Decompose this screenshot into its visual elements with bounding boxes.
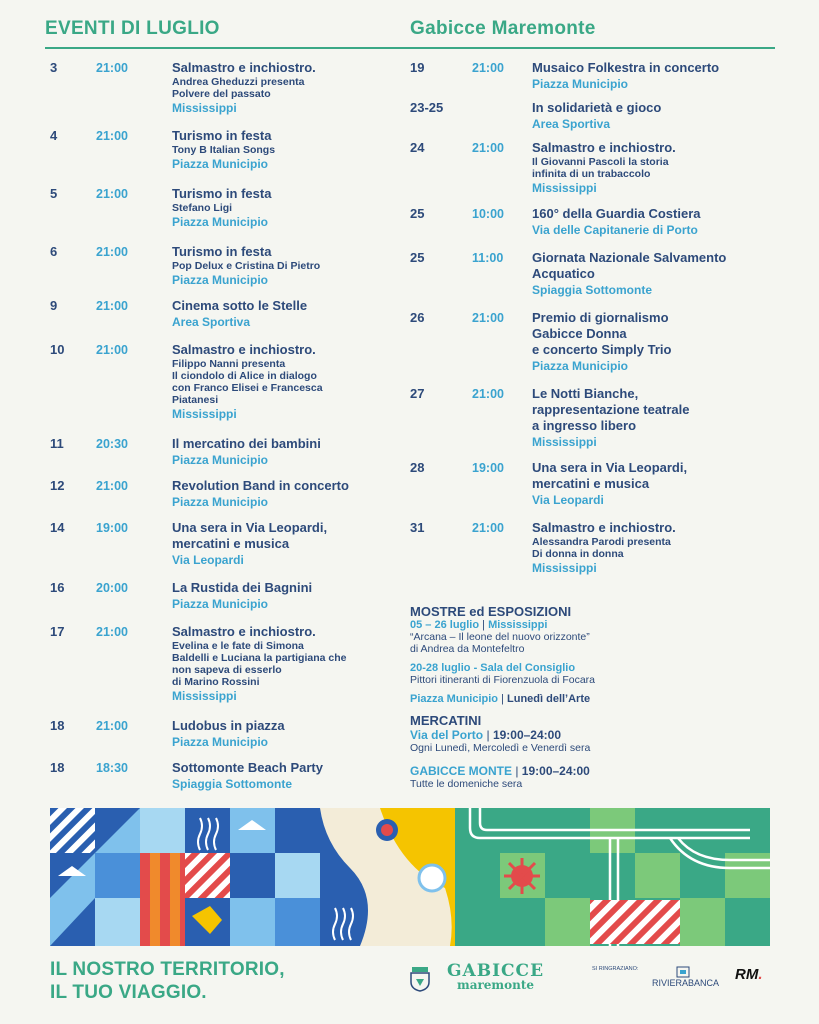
event-body [532,310,780,374]
event-title [532,250,780,282]
event-body [172,436,390,468]
mercatini-a-days: Ogni Lunedì, Mercoledì e Venerdì sera [410,742,591,754]
event-place[interactable]: Spiaggia Sottomonte [532,283,652,297]
event-subtitle: di Marino Rossini [172,676,260,688]
event-day: 17 [50,624,65,639]
event-place[interactable]: Via Leopardi [532,493,604,507]
event-body [172,128,390,172]
event-title-line: e concerto Simply Trio [532,342,672,357]
event-title-line: Salmastro e inchiostro. [172,60,316,75]
event-body [172,624,390,704]
footer-slogan [50,958,285,1004]
event-body [172,186,390,230]
event-day: 5 [50,186,58,201]
event-time: 18:30 [96,761,128,775]
event-item [50,478,390,510]
event-item [50,580,390,612]
event-time: 21:00 [96,187,128,201]
event-title-line: Salmastro e inchiostro. [172,342,316,357]
event-subtitle: Il Giovanni Pascoli la storia [532,156,669,168]
event-place[interactable]: Piazza Municipio [532,77,629,91]
event-time: 21:00 [96,719,128,733]
event-day: 19 [410,60,425,75]
event-subtitle: Il ciondolo di Alice in dialogo [172,370,317,382]
event-day: 26 [410,310,425,325]
event-day: 25 [410,250,425,265]
event-title-line: Premio di giornalismo [532,310,669,325]
event-time: 21:00 [472,141,504,155]
event-time: 21:00 [96,61,128,75]
event-item [410,310,780,374]
event-title-line: Revolution Band in concerto [172,478,349,493]
event-day: 27 [410,386,425,401]
event-place[interactable]: Via Leopardi [172,553,244,567]
event-subtitle: Pop Delux e Cristina Di Pietro [172,260,321,272]
event-body [172,60,390,116]
event-time: 21:00 [96,129,128,143]
mostre-place: Mississippi [488,619,548,631]
event-body [172,580,390,612]
event-body [532,100,780,132]
event-place[interactable]: Piazza Municipio [532,359,629,373]
event-item [50,60,390,116]
event-item [50,718,390,750]
event-item [50,298,390,330]
event-subtitle: infinita di un trabaccolo [532,168,651,180]
event-place[interactable]: Piazza Municipio [172,157,269,171]
mercatini-heading: MERCATINI [410,713,482,728]
event-item [410,460,780,508]
event-subtitle: Andrea Gheduzzi presenta [172,76,305,88]
event-title [172,718,390,734]
event-title [532,140,780,156]
sponsor-rivierabanca: RIVIERABANCA [652,978,720,988]
event-day: 3 [50,60,58,75]
event-place[interactable]: Piazza Municipio [172,597,269,611]
event-title [532,310,780,358]
event-place[interactable]: Mississippi [172,101,237,115]
event-subtitle: Alessandra Parodi presenta [532,536,671,548]
event-time: 20:30 [96,437,128,451]
event-day: 28 [410,460,425,475]
bank-icon [676,966,690,978]
event-body [532,206,780,238]
rm-text: RM [735,966,759,983]
events-column-left [50,60,390,792]
event-time: 21:00 [96,343,128,357]
event-title [172,478,390,494]
event-day: 18 [50,718,65,733]
logo-line-2: maremonte [457,978,535,992]
event-item [410,250,780,298]
event-day: 23-25 [410,100,444,115]
event-subtitle: non sapeva di esserlo [172,664,282,676]
header-divider [45,47,775,49]
event-place[interactable]: Mississippi [532,561,597,575]
event-subtitle: Tony B Italian Songs [172,144,276,156]
mostre-dates-1 [410,619,790,631]
mostre-section [410,604,790,705]
mercatini-a-time: 19:00–24:00 [492,728,561,742]
event-title-line: mercatini e musica [532,476,650,491]
event-place[interactable]: Piazza Municipio [172,453,269,467]
event-place[interactable]: Piazza Municipio [172,215,269,229]
event-day: 6 [50,244,58,259]
event-body [172,520,390,568]
mostre-author: di Andrea da Montefeltro [410,643,525,655]
mercatini-a-place: Via del Porto [410,728,484,742]
separator: | [483,728,493,742]
event-item [50,128,390,172]
mostre-place-2: Piazza Municipio [410,693,499,705]
event-place[interactable]: Area Sportiva [532,117,611,131]
event-title-line: Salmastro e inchiostro. [532,520,676,535]
event-item [50,244,390,288]
mostre-date: 05 – 26 luglio [410,619,480,631]
event-body [532,520,780,576]
event-body [532,386,780,450]
event-title-line: Giornata Nazionale Salvamento [532,250,727,265]
thanks-label: SI RINGRAZIANO: [592,966,639,972]
event-item [410,520,780,576]
event-body [532,140,780,196]
event-place[interactable]: Mississippi [532,181,597,195]
event-time: 10:00 [472,207,504,221]
mostre-title: “Arcana – Il leone del nuovo orizzonte” [410,631,590,643]
event-day: 4 [50,128,58,143]
event-title-line: Musaico Folkestra in concerto [532,60,720,75]
sponsor-rm-logo [735,966,763,983]
event-place[interactable]: Area Sportiva [172,315,251,329]
event-title-line: Turismo in festa [172,186,272,201]
event-title [532,386,780,434]
event-title [172,342,390,358]
event-title [172,244,390,260]
event-day: 9 [50,298,58,313]
mercatini-b-days: Tutte le domeniche sera [410,778,523,790]
event-day: 10 [50,342,65,357]
event-item [50,760,390,792]
event-title-line: Turismo in festa [172,244,272,259]
event-time: 21:00 [472,387,504,401]
event-title-line: Gabicce Donna [532,326,627,341]
event-title [172,60,390,76]
event-item [410,60,780,92]
event-subtitle: Stefano Ligi [172,202,233,214]
event-time: 19:00 [472,461,504,475]
event-title [532,206,780,222]
event-item [410,206,780,238]
event-title-line: Ludobus in piazza [172,718,285,733]
event-day: 11 [50,436,64,451]
mostre-line-3 [410,693,790,705]
event-time: 21:00 [96,245,128,259]
event-subtitle: Filippo Nanni presenta [172,358,286,370]
sun-icon [504,858,540,894]
event-time: 21:00 [96,299,128,313]
event-time: 21:00 [472,311,504,325]
event-subtitle: con Franco Elisei e Francesca [172,382,323,394]
mostre-text: Lunedì dell’Arte [507,693,591,705]
event-day: 18 [50,760,65,775]
event-body [172,718,390,750]
event-title-line: mercatini e musica [172,536,290,551]
event-time: 21:00 [472,521,504,535]
event-body [172,342,390,422]
event-day: 24 [410,140,425,155]
event-subtitle: Evelina e le fate di Simona [172,640,304,652]
event-title-line: a ingresso libero [532,418,637,433]
event-place[interactable]: Mississippi [172,689,237,703]
event-body [172,298,390,330]
event-title-line: Turismo in festa [172,128,272,143]
event-title-line: Il mercatino dei bambini [172,436,321,451]
event-item [410,140,780,196]
event-subtitle: Di donna in donna [532,548,624,560]
mercatini-section [410,713,790,790]
event-item [50,186,390,230]
event-title [532,100,780,116]
event-title-line: Le Notti Bianche, [532,386,639,401]
event-title-line: La Rustida dei Bagnini [172,580,313,595]
event-day: 16 [50,580,65,595]
event-day: 14 [50,520,65,535]
event-item [410,100,780,132]
event-body [532,460,780,508]
event-title-line: Una sera in Via Leopardi, [172,520,328,535]
event-title-line: Una sera in Via Leopardi, [532,460,688,475]
event-title-line: Sottomonte Beach Party [172,760,323,775]
mostre-heading: MOSTRE ed ESPOSIZIONI [410,604,572,619]
event-place[interactable]: Piazza Municipio [172,495,269,509]
page-title: EVENTI DI LUGLIO [45,18,220,39]
event-title [172,624,390,640]
event-item [50,342,390,422]
gabicce-logo [447,961,545,992]
event-title-line: 160° della Guardia Costiera [532,206,701,221]
event-item [410,386,780,450]
event-title [532,520,780,536]
mercatini-b [410,764,790,778]
decorative-banner [50,808,770,946]
event-item [50,436,390,468]
event-body [172,760,390,792]
slogan-line-2: IL TUO VIAGGIO. [50,982,207,1003]
event-body [172,478,390,510]
separator: | [498,693,507,705]
event-subtitle: Baldelli e Luciana la partigiana che [172,652,347,664]
event-title-line: Acquatico [532,266,595,281]
event-time: 21:00 [472,61,504,75]
event-title [532,60,780,76]
event-time: 11:00 [472,251,504,265]
event-title-line: In solidarietà e gioco [532,100,662,115]
location-title: Gabicce Maremonte [410,18,596,39]
event-title [172,128,390,144]
logo-line-1: GABICCE [447,961,545,981]
event-item [50,520,390,568]
event-time: 19:00 [96,521,128,535]
event-item [50,624,390,704]
event-place[interactable]: Piazza Municipio [172,273,269,287]
event-title [172,436,390,452]
event-title-line: Salmastro e inchiostro. [172,624,316,639]
mercatini-a [410,728,790,742]
mostre-dates-2: 20-28 luglio - Sala del Consiglio [410,662,576,674]
event-time: 21:00 [96,479,128,493]
event-body [172,244,390,288]
event-body [532,250,780,298]
event-day: 25 [410,206,425,221]
event-place[interactable]: Piazza Municipio [172,735,269,749]
event-title-line: Salmastro e inchiostro. [532,140,676,155]
event-place[interactable]: Spiaggia Sottomonte [172,777,292,791]
event-title [172,760,390,776]
event-time: 21:00 [96,625,128,639]
event-time: 20:00 [96,581,128,595]
event-title [532,460,780,492]
event-subtitle: Piatanesi [172,394,219,406]
mostre-title-2: Pittori itineranti di Fiorenzuola di Focara [410,674,596,686]
coat-of-arms-icon [408,966,432,992]
event-place[interactable]: Mississippi [172,407,237,421]
separator: | [479,619,489,631]
slogan-line-1: IL NOSTRO TERRITORIO, [50,959,285,980]
event-title [172,298,390,314]
mercatini-b-time: 19:00–24:00 [521,764,590,778]
event-title-line: rappresentazione teatrale [532,402,690,417]
event-title [172,520,390,552]
event-day: 31 [410,520,425,535]
event-place[interactable]: Mississippi [532,435,597,449]
event-place[interactable]: Via delle Capitanerie di Porto [532,223,698,237]
events-column-right [410,60,780,576]
event-title-line: Cinema sotto le Stelle [172,298,308,313]
event-day: 12 [50,478,65,493]
separator: | [512,764,522,778]
event-subtitle: Polvere del passato [172,88,271,100]
mercatini-b-place: GABICCE MONTE [410,764,512,778]
event-title [172,580,390,596]
event-body [532,60,780,92]
event-title [172,186,390,202]
rm-dot: . [758,966,763,983]
banner-graphic [50,808,770,946]
